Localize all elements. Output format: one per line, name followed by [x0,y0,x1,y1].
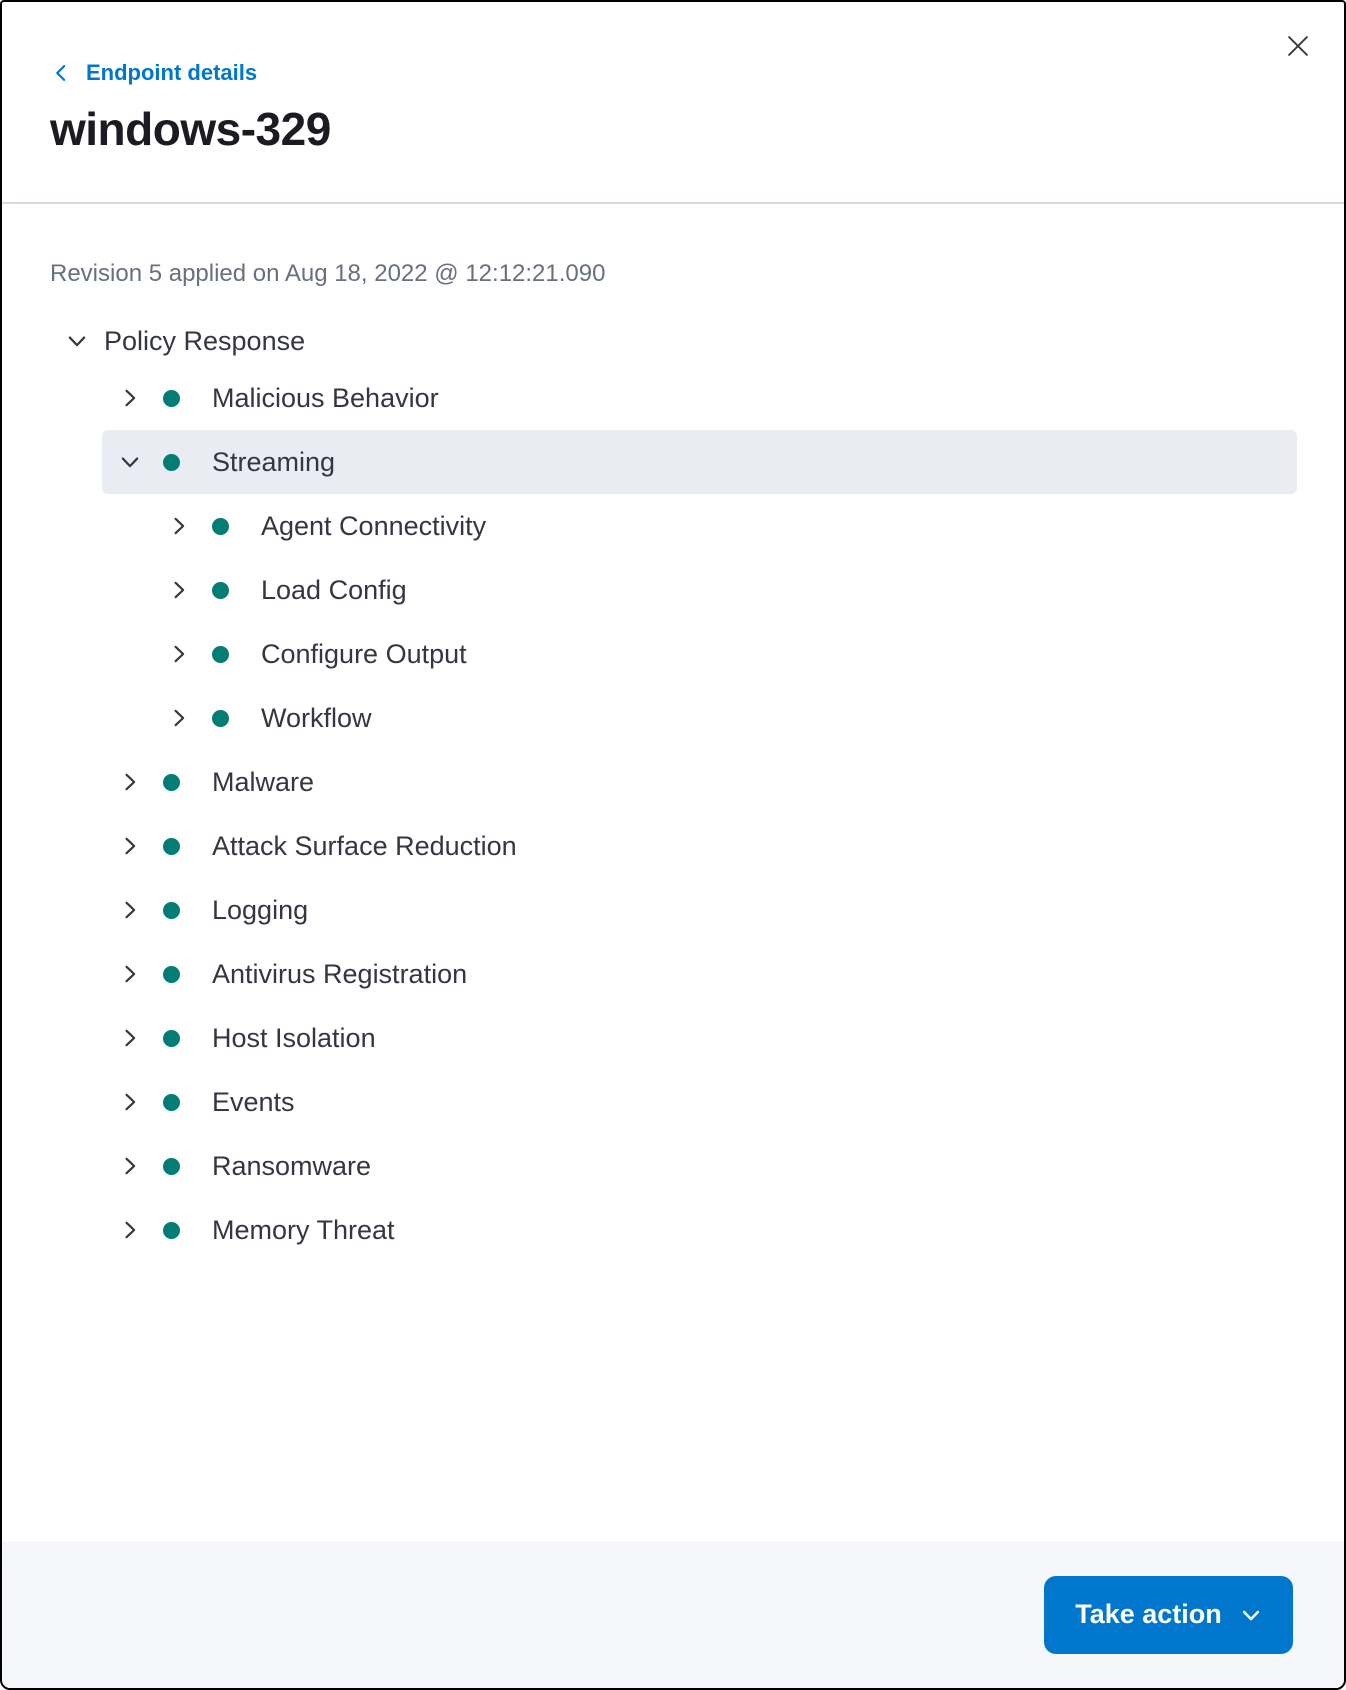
tree-item-configure-output[interactable] [102,622,1297,686]
chevron-right-icon[interactable] [168,579,190,601]
chevron-left-icon [50,62,72,84]
tree-item-ransomware[interactable] [102,1134,1297,1198]
tree-item-label: Workflow [261,702,372,733]
tree-item-label: Attack Surface Reduction [212,830,517,861]
status-dot-icon [163,390,180,407]
status-dot-icon [163,1030,180,1047]
take-action-label: Take action [1075,1599,1222,1629]
tree-item-label: Host Isolation [212,1022,376,1053]
chevron-right-icon[interactable] [119,1219,141,1241]
chevron-down-icon[interactable] [66,330,88,352]
flyout-body [2,204,1344,1541]
tree-item-attack-surface-reduction[interactable] [102,814,1297,878]
close-x-glyph [1285,33,1311,59]
status-dot-icon [163,902,180,919]
chevron-right-icon[interactable] [168,643,190,665]
chevron-right-icon[interactable] [168,515,190,537]
tree-item-events[interactable] [102,1070,1297,1134]
chevron-right-icon[interactable] [119,771,141,793]
tree-item-label: Configure Output [261,638,467,669]
status-dot-icon [163,774,180,791]
revision-applied-text: Revision 5 applied on Aug 18, 2022 @ 12:12:21.090 [50,260,606,287]
close-icon[interactable] [1280,28,1316,64]
take-action-button[interactable] [1044,1576,1293,1654]
tree-item-load-config[interactable] [102,558,1297,622]
tree-item-streaming[interactable] [102,430,1297,494]
tree-item-agent-connectivity[interactable] [102,494,1297,558]
chevron-right-icon[interactable] [119,1155,141,1177]
tree-item-label: Agent Connectivity [261,510,487,541]
tree-item-label: Malware [212,766,315,797]
chevron-right-icon[interactable] [119,1091,141,1113]
page-title: windows-329 [50,103,331,155]
status-dot-icon [163,454,180,471]
tree-item-label: Memory Threat [212,1214,395,1245]
tree-item-workflow[interactable] [102,686,1297,750]
tree-item-logging[interactable] [102,878,1297,942]
tree-item-label: Events [212,1086,295,1117]
status-dot-icon [212,646,229,663]
chevron-right-icon[interactable] [119,835,141,857]
tree-item-antivirus-registration[interactable] [102,942,1297,1006]
policy-response-tree [50,316,1296,1262]
status-dot-icon [163,838,180,855]
flyout-header [2,2,1344,158]
chevron-down-icon [1240,1604,1262,1626]
tree-item-label: Malicious Behavior [212,382,439,413]
tree-item-malware[interactable] [102,750,1297,814]
tree-item-malicious-behavior[interactable] [102,366,1297,430]
chevron-right-icon[interactable] [119,963,141,985]
tree-item-memory-threat[interactable] [102,1198,1297,1262]
chevron-down-icon[interactable] [119,451,141,473]
tree-root-label: Policy Response [104,325,306,356]
chevron-right-icon[interactable] [119,1027,141,1049]
tree-root-policy-response[interactable] [50,316,1296,366]
chevron-right-icon[interactable] [119,387,141,409]
status-dot-icon [163,1094,180,1111]
status-dot-icon [163,1222,180,1239]
status-dot-icon [212,518,229,535]
flyout-footer [2,1541,1344,1688]
status-dot-icon [163,966,180,983]
status-dot-icon [163,1158,180,1175]
back-link-label: Endpoint details [86,60,258,85]
tree-item-label: Load Config [261,574,407,605]
tree-item-host-isolation[interactable] [102,1006,1297,1070]
chevron-right-icon[interactable] [119,899,141,921]
tree-item-label: Logging [212,894,309,925]
tree-item-label: Streaming [212,446,336,477]
tree-item-label: Antivirus Registration [212,958,468,989]
endpoint-details-back-link[interactable] [50,58,257,88]
tree-item-label: Ransomware [212,1150,372,1181]
status-dot-icon [212,710,229,727]
chevron-right-icon[interactable] [168,707,190,729]
status-dot-icon [212,582,229,599]
